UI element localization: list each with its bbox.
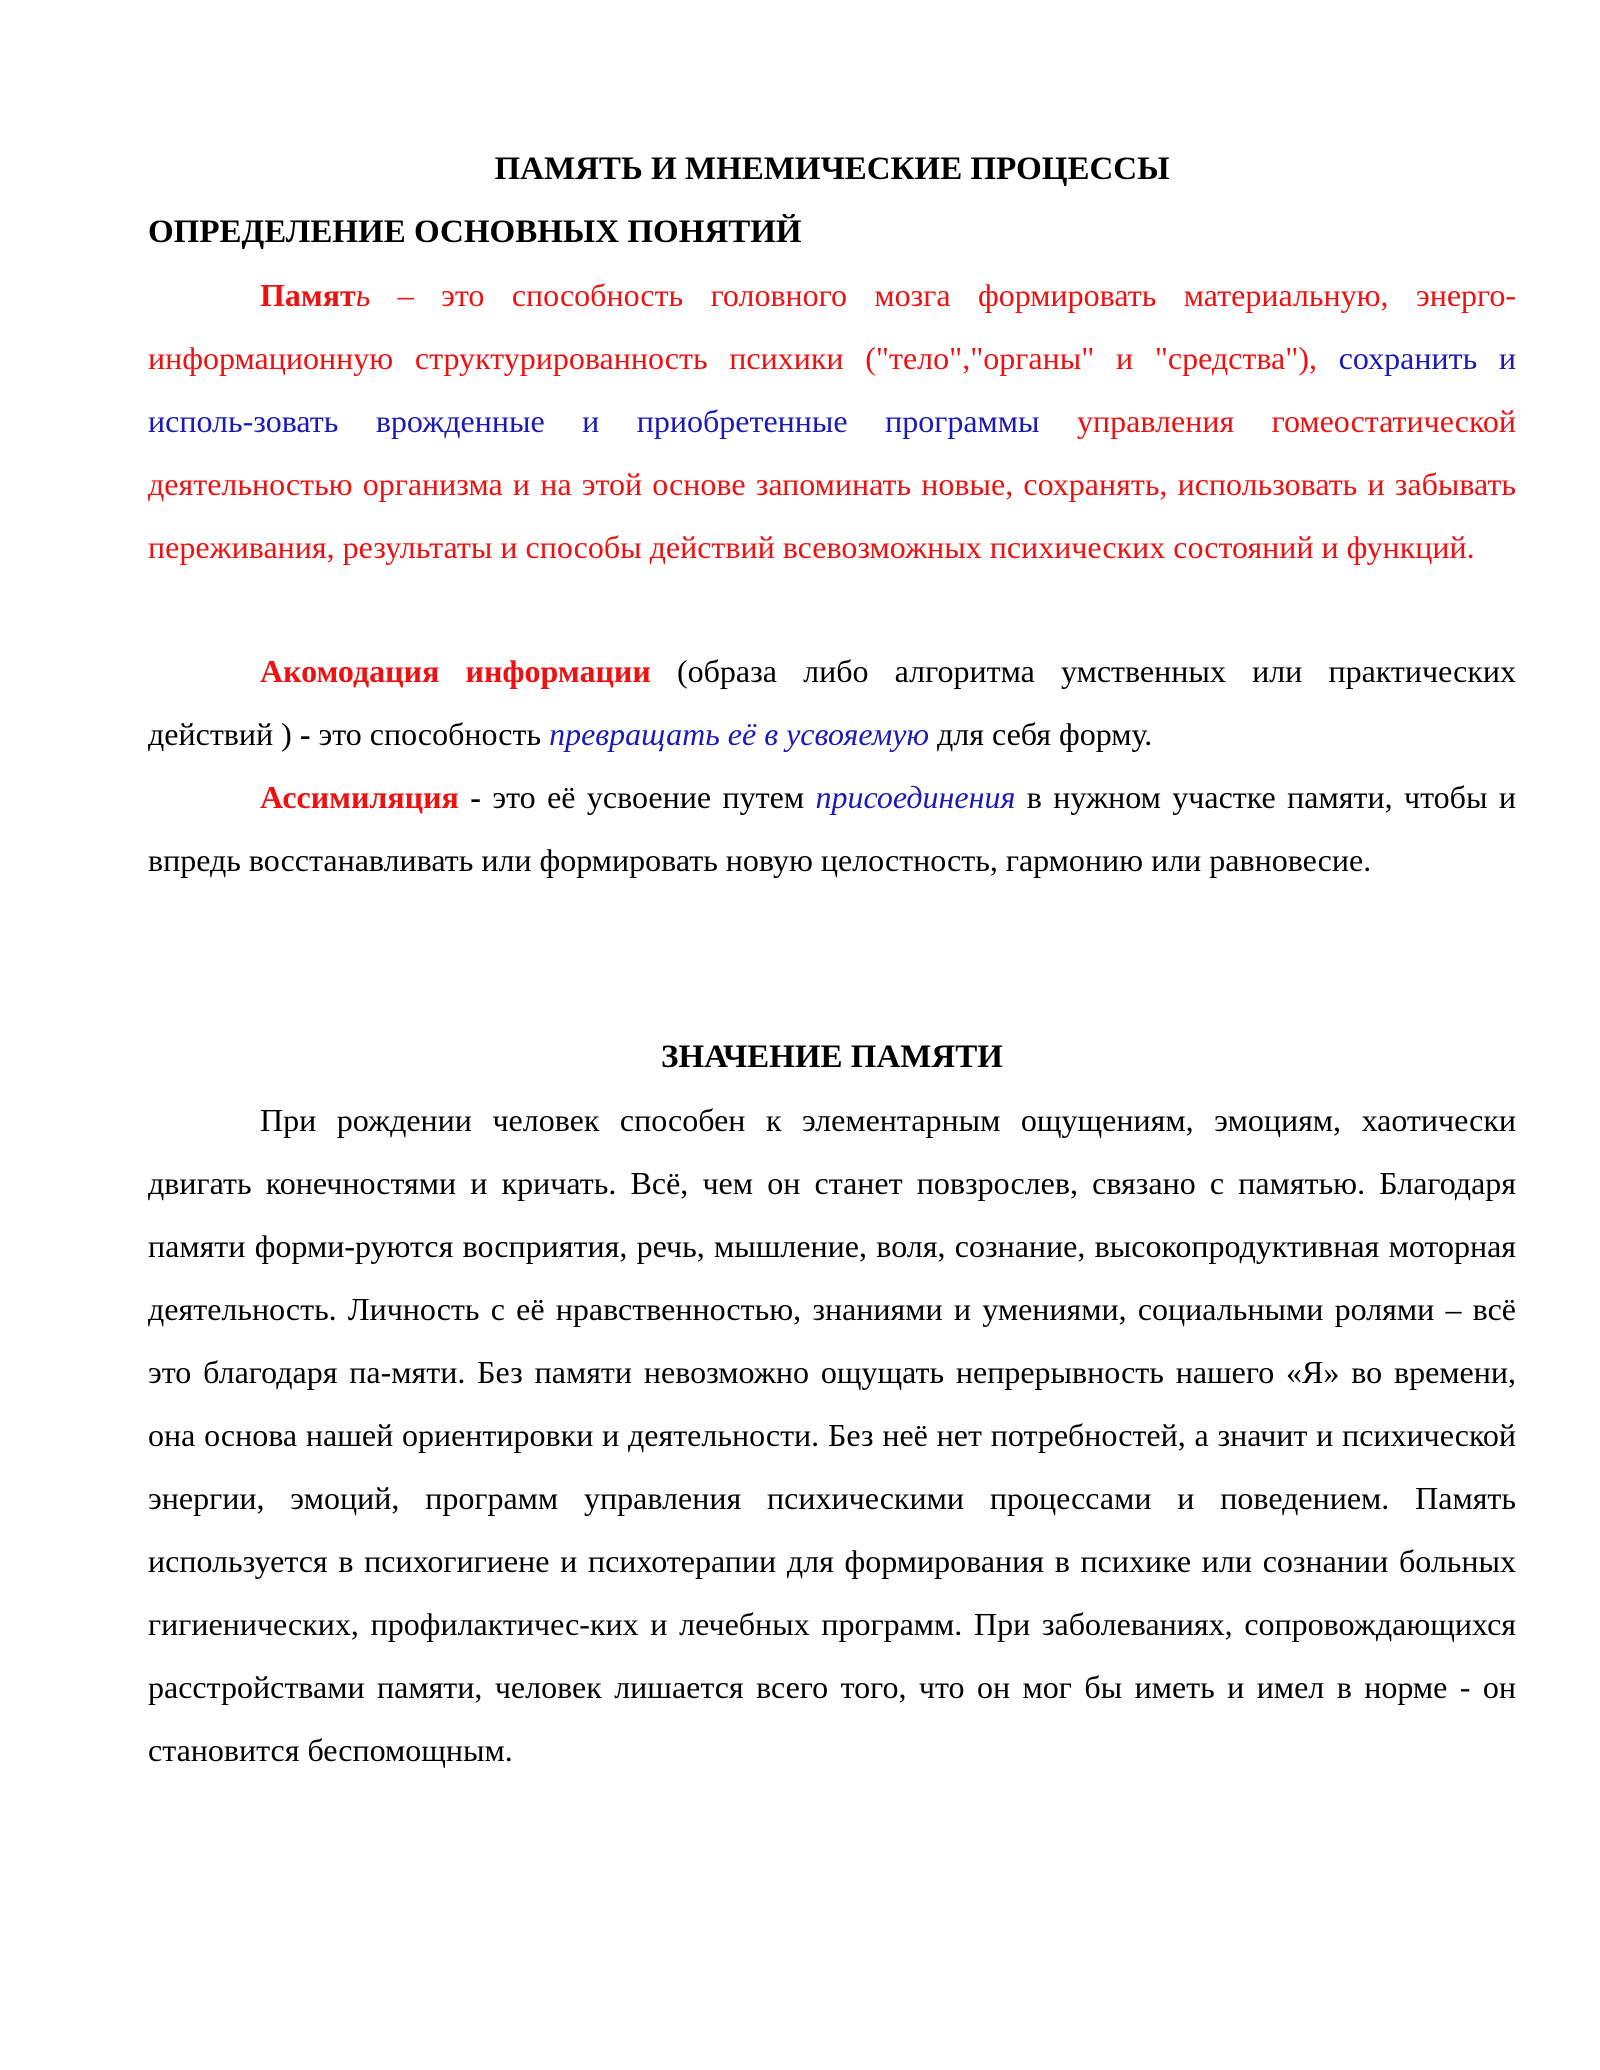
accommodation-text-2: это способность xyxy=(310,716,550,752)
memory-definition-text-2: управления гомеостатической деятельностью организма и на этой основе запоминать новые, сохранять, использовать и забывать переживания, результаты и способы действий всевозможных психических состояний и функций. xyxy=(148,403,1516,565)
memory-term: Памят xyxy=(260,277,356,313)
memory-term-ending: ь xyxy=(355,277,371,313)
accommodation-term: Акомодация информации xyxy=(260,653,651,689)
main-title: ПАМЯТЬ И МНЕМИЧЕСКИЕ ПРОЦЕССЫ xyxy=(494,151,1170,187)
assimilation-text-2: в нужном участке памяти, чтобы и впредь восстанавливать или формировать новую целостность, гармонию или равновесие. xyxy=(148,779,1517,878)
assimilation-paragraph xyxy=(148,766,1516,892)
memory-definition-highlight: сохранить и исполь-зовать врожденные и приобретенные программы xyxy=(148,340,1517,439)
accommodation-text-1: (образа либо алгоритма умственных или практических действий ) xyxy=(148,653,1516,752)
memory-definition-text-1: – это способность головного мозга формировать материальную, энерго-информационную структурированность психики ("тело","органы" и "средства"), xyxy=(148,277,1516,376)
definitions-heading: ОПРЕДЕЛЕНИЕ ОСНОВНЫХ ПОНЯТИЙ xyxy=(148,214,802,250)
significance-paragraph: При рождении человек способен к элементарным ощущениям, эмоциям, хаотически двигать конечностями и кричать. Всё, чем он станет повзрослев, связано с памятью. Благодаря памяти форми-руются восприятия, речь, мышление, воля, сознание, высокопродуктивная моторная деятельность. Личность с её нравственностью, знаниями и умениями, социальными ролями – всё это благодаря па-мяти. Без памяти невозможно ощущать непрерывность нашего «Я» во времени, она основа нашей ориентировки и деятельности. Без неё нет потребностей, а значит и психической энергии, эмоций, программ управления психическими процессами и поведением. Память используется в психогигиене и психотерапии для формирования в психике или сознании больных гигиенических, профилактичес-ких и лечебных программ. При заболеваниях, сопровождающихся расстройствами памяти, человек лишается всего того, что он мог бы иметь и имел в норме - он становится беспомощным. xyxy=(148,1102,1516,1768)
assimilation-term: Ассимиляция xyxy=(260,779,459,815)
accommodation-text-3: для себя форму. xyxy=(929,716,1153,752)
assimilation-text-1: это её усвоение путем xyxy=(480,779,816,815)
assimilation-highlight: присоединения xyxy=(815,779,1016,815)
significance-heading: ЗНАЧЕНИЕ ПАМЯТИ xyxy=(661,1039,1003,1075)
accommodation-paragraph xyxy=(148,640,1516,766)
memory-definition-paragraph xyxy=(148,264,1516,579)
accommodation-dash: - xyxy=(299,716,311,752)
assimilation-dash: - xyxy=(458,779,481,815)
accommodation-highlight: превращать её в усвояемую xyxy=(549,716,930,752)
